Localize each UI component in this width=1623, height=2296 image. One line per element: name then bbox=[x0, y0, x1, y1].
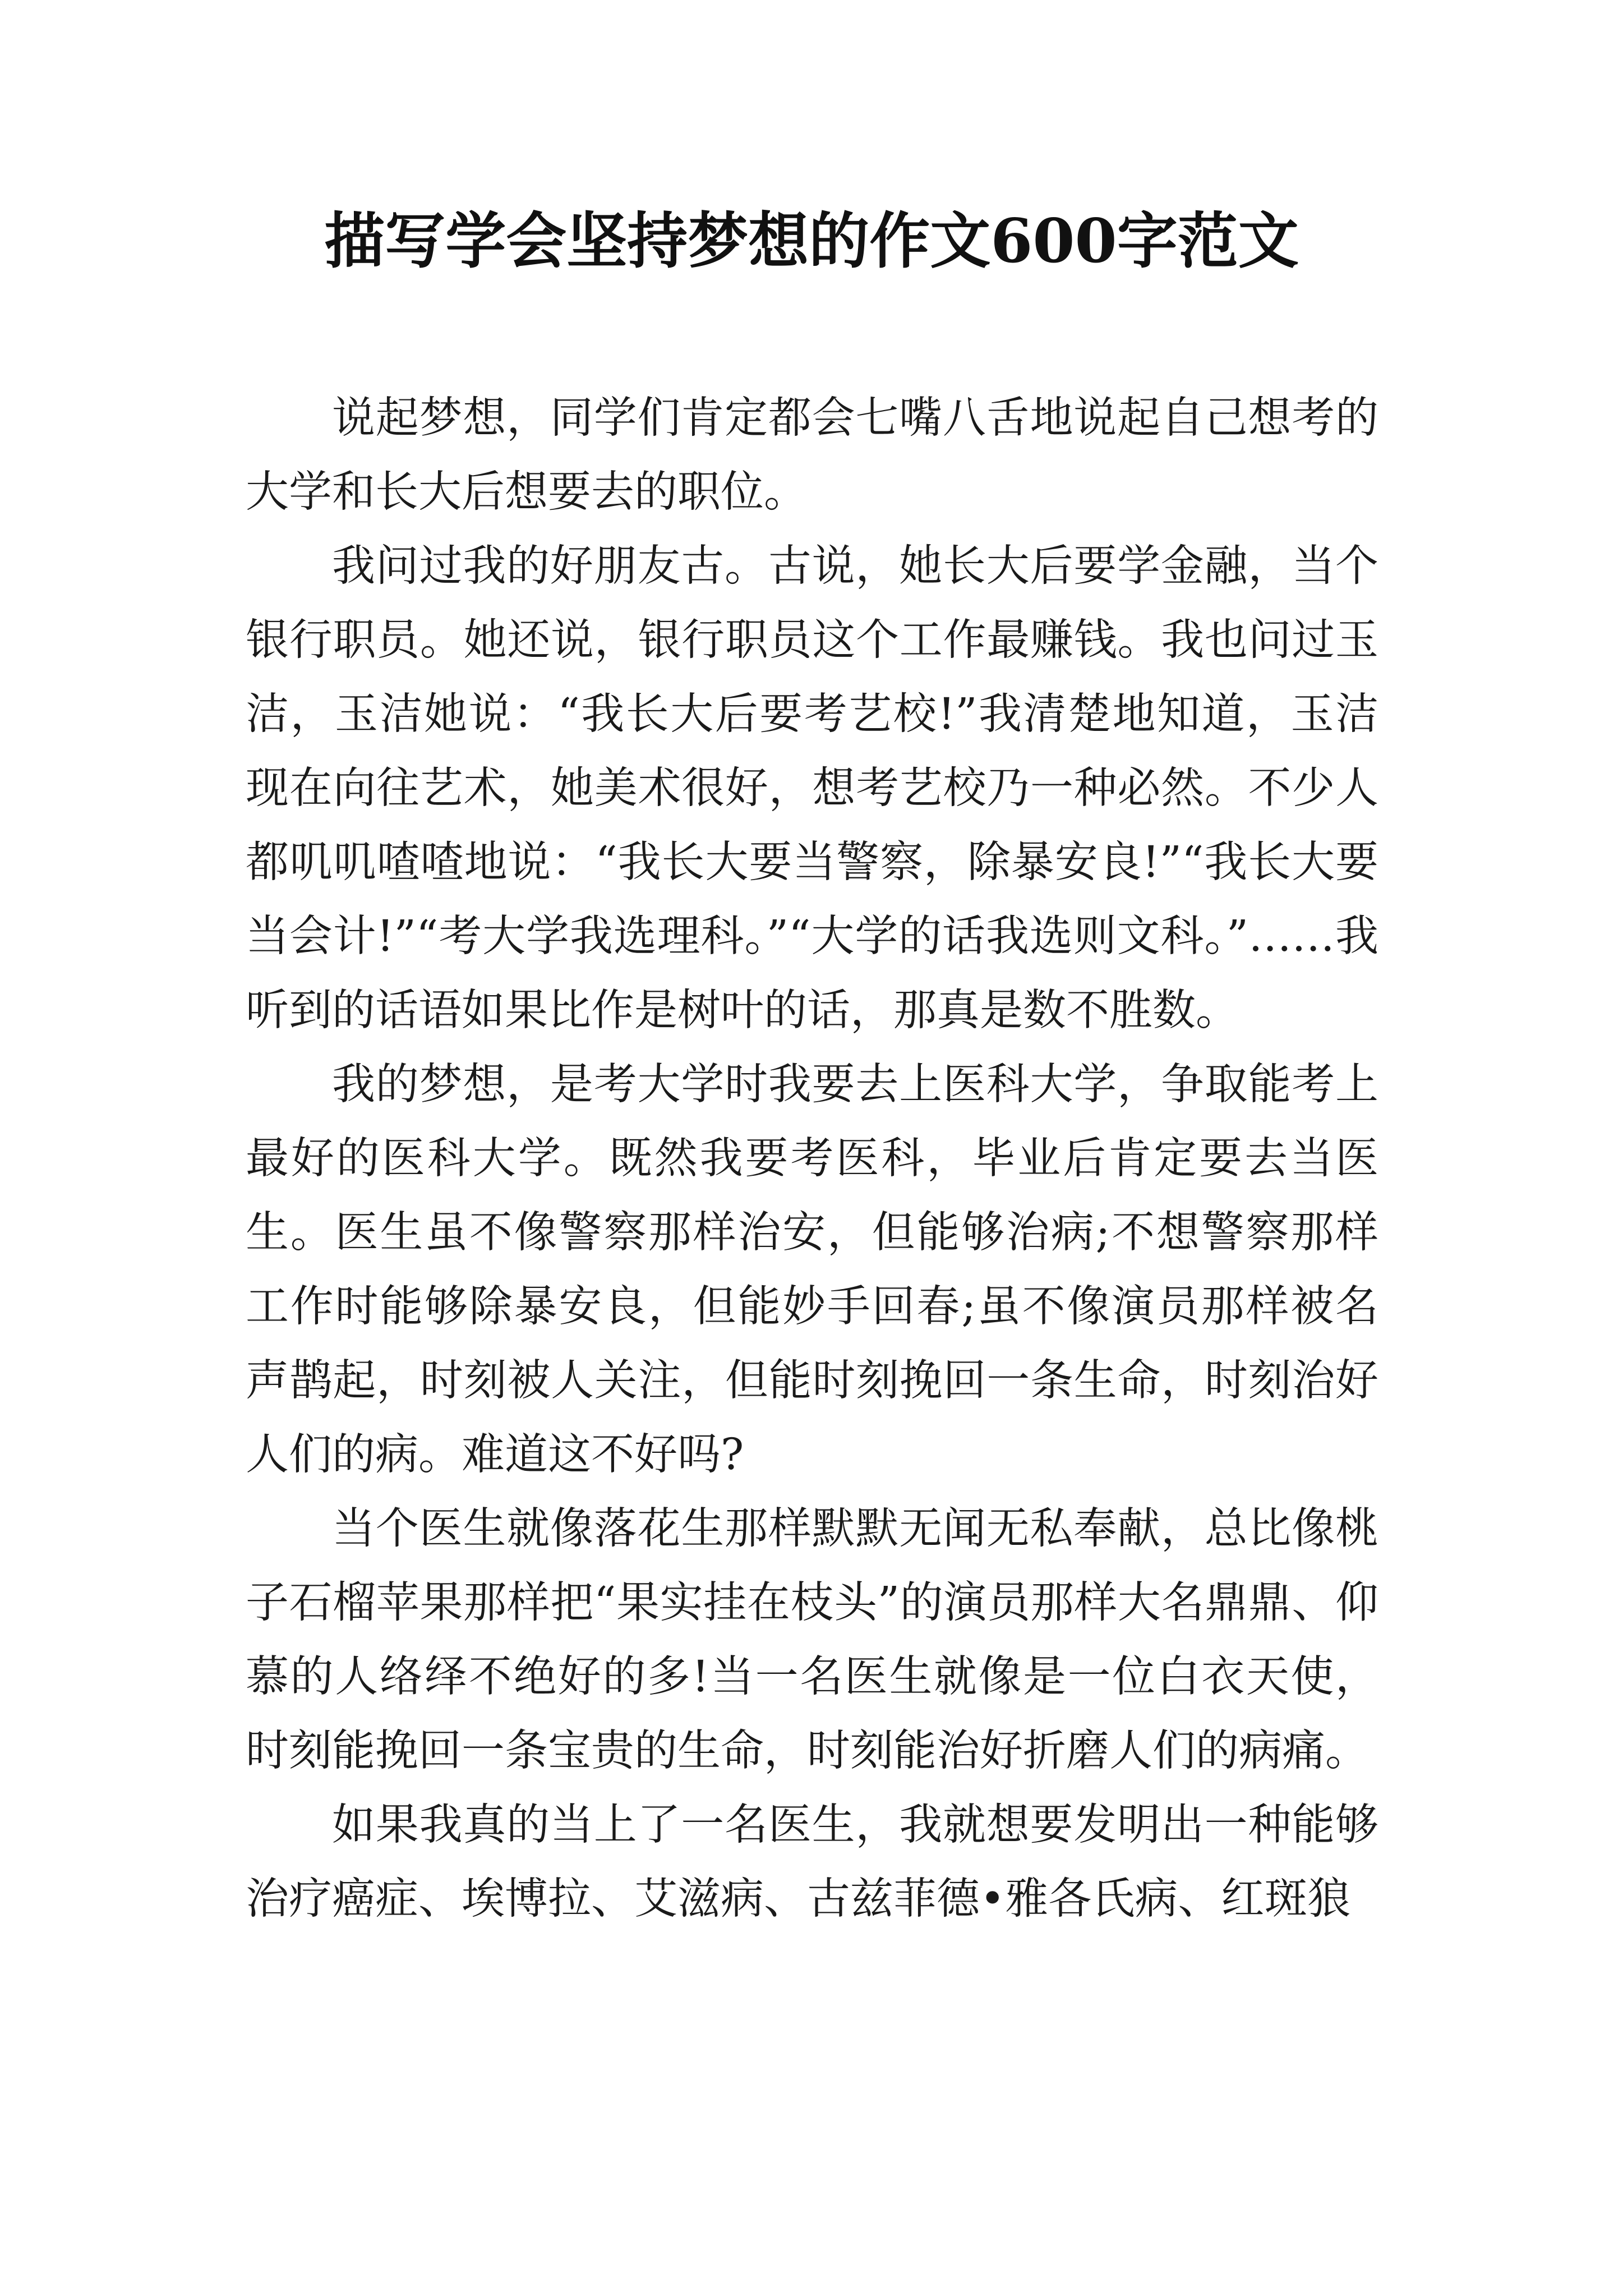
document-title: 描写学会坚持梦想的作文600字范文 bbox=[324, 206, 1299, 277]
paragraph-4: 当个医生就像落花生那样默默无闻无私奉献，总比像桃子石榴苹果那样把“果实挂在枝头”的演员那样大名鼎鼎、仰慕的人络绎不绝好的多!当一名医生就像是一位白衣天使，时刻能挽回一条宝贵的生命，时刻能治好折磨人们的病痛。 bbox=[246, 1504, 1378, 1776]
paragraph-3: 我的梦想，是考大学时我要去上医科大学，争取能考上最好的医科大学。既然我要考医科，毕业后肯定要去当医生。医生虽不像警察那样治安，但能够治病;不想警察那样工作时能够除暴安良，但能妙手回春;虽不像演员那样被名声鹊起，时刻被人关注，但能时刻挽回一条生命，时刻治好人们的病。难道这不好吗? bbox=[246, 1060, 1378, 1480]
document-body bbox=[246, 381, 1378, 1936]
paragraph-2: 我问过我的好朋友古。古说，她长大后要学金融，当个银行职员。她还说，银行职员这个工作最赚钱。我也问过玉洁，玉洁她说：“我长大后要考艺校!”我清楚地知道，玉洁现在向往艺术，她美术很好，想考艺校乃一种必然。不少人都叽叽喳喳地说：“我长大要当警察，除暴安良!”“我长大要当会计!”“考大学我选理科。”“大学的话我选则文科。”……我听到的话语如果比作是树叶的话，那真是数不胜数。 bbox=[246, 541, 1378, 1036]
paragraph-1: 说起梦想，同学们肯定都会七嘴八舌地说起自己想考的大学和长大后想要去的职位。 bbox=[246, 393, 1378, 517]
paragraph-5: 如果我真的当上了一名医生，我就想要发明出一种能够治疗癌症、埃博拉、艾滋病、古兹菲德•雅各氏病、红斑狼 bbox=[246, 1800, 1378, 1924]
